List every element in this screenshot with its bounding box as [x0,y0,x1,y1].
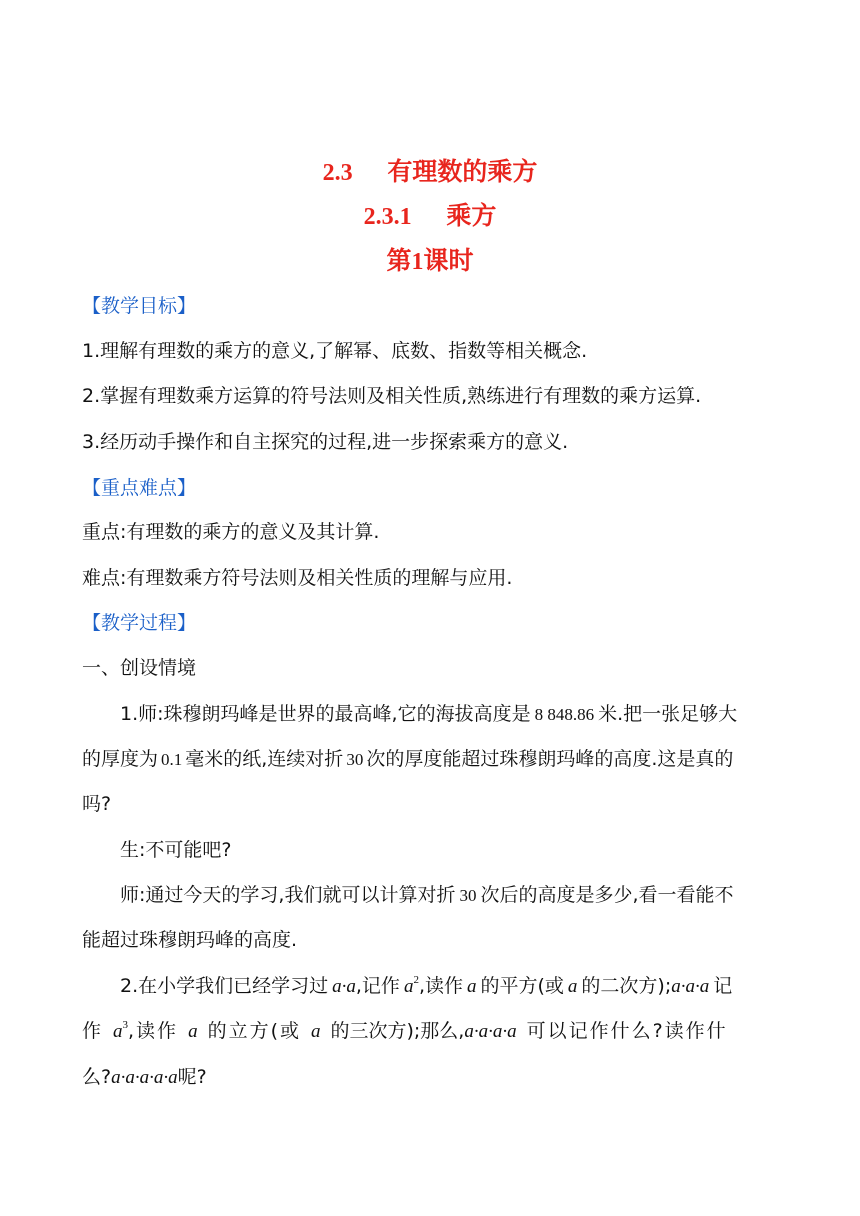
paragraph-1-line-1: 1.师:珠穆朗玛峰是世界的最高峰,它的海拔高度是 8 848.86 米.把一张足够大 [120,703,738,725]
lesson-subtitle [0,201,860,232]
process-heading: 一、创设情境 [82,657,197,679]
paragraph-4-line-1: 2.在小学我们已经学习过 a·a,记作 $a^2$,读作 a 的平方(或 a 的二次方);a·a·a 记 [120,974,733,997]
paragraph-4-line-2: 作 $a^3$,读作 a 的立方(或 a 的三次方);那么,a·a·a·a 可以记作什么?读作什 [82,1019,728,1042]
paragraph-2: 生:不可能吧? [120,839,232,861]
paragraph-3-line-2: 能超过珠穆朗玛峰的高度. [82,929,298,951]
goal-item-3: 3.经历动手操作和自主探究的过程,进一步探索乘方的意义. [82,431,569,453]
paragraph-3-line-1: 师:通过今天的学习,我们就可以计算对折 30 次后的高度是多少,看一看能不 [120,884,734,906]
period-suffix: 课时 [423,246,474,275]
section-teaching-goals: 【教学目标】 [82,295,197,317]
section-teaching-process: 【教学过程】 [82,612,197,634]
subtitle-number: 2.3.1 [363,204,412,230]
period-number: 1 [411,249,424,275]
title-section-number: 2.3 [322,160,353,186]
paragraph-1-line-3: 吗? [82,793,112,815]
subtitle-text: 乘方 [446,201,497,230]
goal-item-2: 2.掌握有理数乘方运算的符号法则及相关性质,熟练进行有理数的乘方运算. [82,385,702,407]
title-section-text: 有理数的乘方 [387,157,538,186]
period-prefix: 第 [386,246,412,275]
lesson-period [0,246,860,277]
key-point-difficulty: 难点:有理数乘方符号法则及相关性质的理解与应用. [82,567,513,589]
section-key-difficult: 【重点难点】 [82,477,197,499]
goal-item-1: 1.理解有理数的乘方的意义,了解幂、底数、指数等相关概念. [82,340,588,362]
paragraph-4-line-3: 么?a·a·a·a·a呢? [82,1066,207,1088]
lesson-title [0,157,860,188]
paragraph-1-line-2: 的厚度为 0.1 毫米的纸,连续对折 30 次的厚度能超过珠穆朗玛峰的高度.这是真的 [82,748,734,770]
key-point-focus: 重点:有理数的乘方的意义及其计算. [82,521,380,543]
